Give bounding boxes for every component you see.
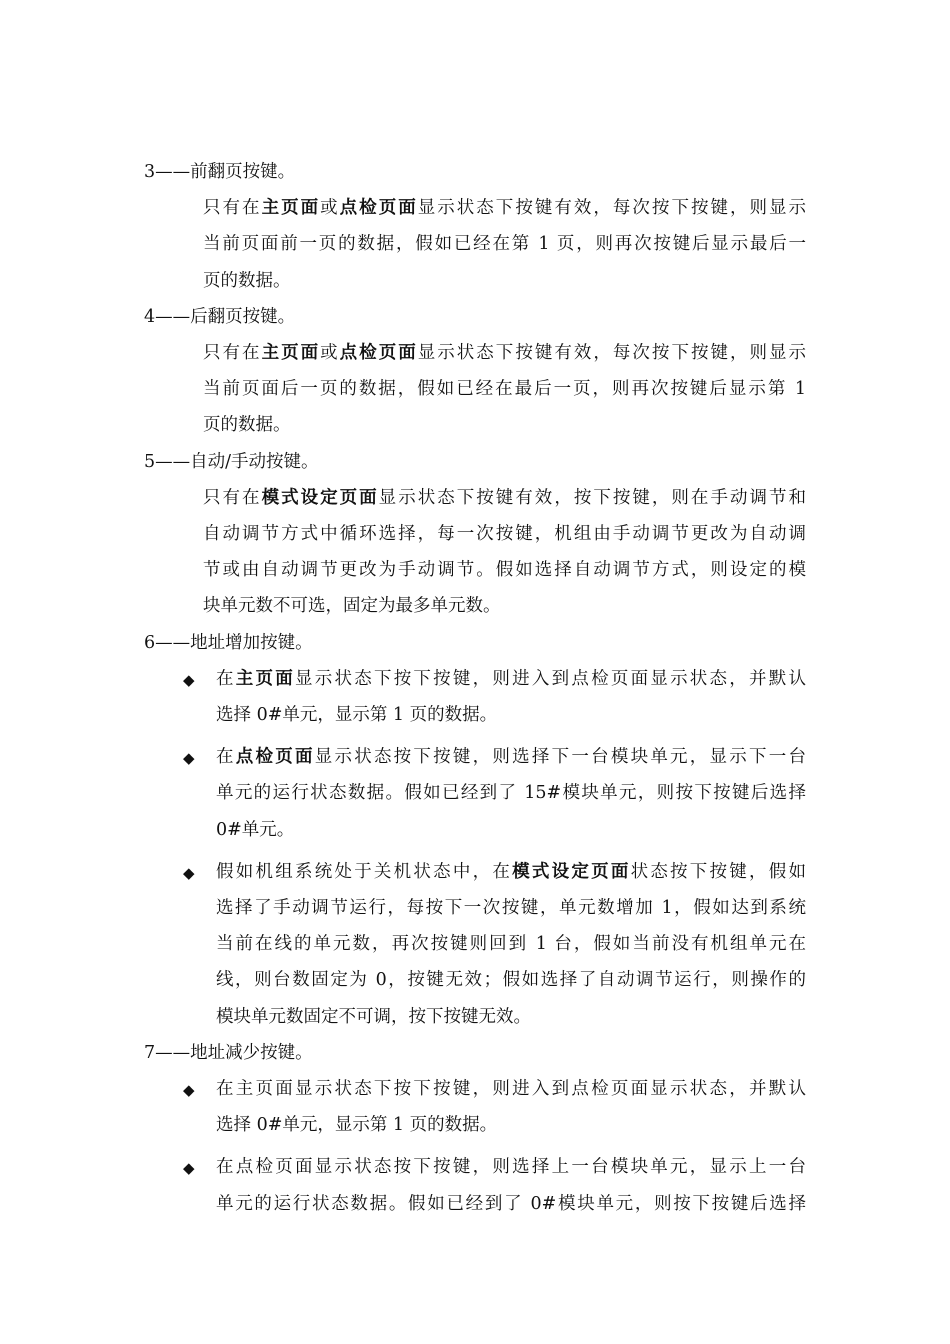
section-heading: 4——后翻页按键。	[144, 306, 296, 327]
bullet-line	[216, 1113, 497, 1137]
text-run: 在主页面显示状态下按下按键，则进入到点检页面显示状态，并默认	[216, 1079, 806, 1099]
bullet-line	[216, 703, 497, 727]
bullet-line	[216, 932, 806, 956]
bullet-line	[216, 1155, 806, 1179]
section-heading: 5——自动/手动按键。	[144, 451, 319, 472]
text-run: 选择了手动调节运行，每按下一次按键，单元数增加 1，假如达到系统	[216, 898, 806, 918]
diamond-bullet-icon: ◆	[183, 749, 195, 768]
diamond-bullet-icon: ◆	[183, 670, 195, 689]
paragraph-line	[203, 522, 806, 546]
bold-term: 模式设定页面	[512, 861, 631, 882]
text-run: 在点检页面显示状态按下按键，则选择上一台模块单元，显示上一台	[216, 1157, 806, 1178]
text-run: 显示状态下按下按键，则进入到点检页面显示状态，并默认	[294, 668, 807, 689]
section-heading: 6——地址增加按键。	[144, 632, 313, 653]
text-run: 节或由自动调节更改为手动调节。假如选择自动调节方式，则设定的模	[203, 560, 806, 581]
text-run: 显示状态下按键有效，按下按键，则在手动调节和	[378, 487, 807, 508]
bold-term: 点检页面	[339, 198, 418, 219]
text-run: 单元的运行状态数据。假如已经到了 0#模块单元，则按下按键后选择	[216, 1193, 806, 1214]
paragraph-line	[203, 269, 291, 293]
text-run: 当前在线的单元数，再次按键则回到 1 台，假如当前没有机组单元在	[216, 934, 806, 955]
bold-term: 主页面	[235, 668, 295, 689]
paragraph-line	[203, 413, 291, 437]
bold-term: 主页面	[261, 343, 321, 363]
diamond-bullet-icon: ◆	[183, 1081, 195, 1099]
paragraph-line	[203, 196, 806, 220]
text-run: 块单元数不可选，固定为最多单元数。	[203, 596, 501, 617]
diamond-bullet-icon: ◆	[183, 1159, 195, 1178]
text-run: 只有在	[203, 487, 262, 508]
text-run: 显示状态按下按键，则选择下一台模块单元，显示下一台	[314, 747, 807, 768]
diamond-bullet-icon: ◆	[183, 863, 195, 882]
text-run: 状态按下按键，假如	[630, 861, 807, 882]
text-run: 在	[216, 747, 236, 768]
paragraph-line	[203, 232, 806, 256]
paragraph-line	[203, 377, 806, 401]
text-run: 页的数据。	[203, 270, 291, 291]
text-run: 显示状态下按键有效，每次按下按键，则显示	[417, 343, 807, 363]
section-heading: 3——前翻页按键。	[144, 162, 296, 182]
section-heading: 7——地址减少按键。	[144, 1042, 313, 1063]
text-run: 显示状态下按键有效，每次按下按键，则显示	[417, 198, 807, 219]
text-run: 或	[320, 198, 340, 219]
bullet-line	[216, 818, 294, 842]
bold-term: 点检页面	[339, 343, 418, 363]
paragraph-line	[203, 486, 806, 510]
paragraph-line	[203, 558, 806, 582]
bullet-line	[216, 781, 806, 805]
text-run: 单元的运行状态数据。假如已经到了 15#模块单元，则按下按键后选择	[216, 783, 806, 804]
text-run: 选择 0#单元，显示第 1 页的数据。	[216, 705, 498, 725]
text-run: 在	[216, 668, 236, 689]
text-run: 当前页面后一页的数据，假如已经在最后一页，则再次按键后显示第 1	[203, 379, 806, 400]
bold-term: 主页面	[261, 198, 321, 219]
text-run: 0#单元。	[216, 819, 295, 840]
paragraph-line	[203, 341, 806, 365]
bullet-line	[216, 860, 806, 884]
text-run: 选择 0#单元，显示第 1 页的数据。	[216, 1115, 498, 1136]
bullet-line	[216, 1005, 531, 1029]
bold-term: 模式设定页面	[261, 487, 379, 508]
text-run: 或	[320, 343, 340, 363]
text-run: 只有在	[203, 343, 262, 363]
bullet-line	[216, 968, 806, 992]
bullet-line	[216, 1192, 806, 1216]
bullet-line	[216, 745, 806, 769]
bullet-line	[216, 667, 806, 691]
text-run: 模块单元数固定不可调，按下按键无效。	[216, 1006, 531, 1027]
bold-term: 点检页面	[235, 747, 315, 768]
text-run: 当前页面前一页的数据，假如已经在第 1 页，则再次按键后显示最后一	[203, 234, 806, 255]
text-run: 页的数据。	[203, 415, 291, 436]
bullet-line	[216, 896, 806, 920]
bullet-line	[216, 1077, 806, 1101]
text-run: 假如机组系统处于关机状态中，在	[216, 861, 513, 882]
text-run: 自动调节方式中循环选择，每一次按键，机组由手动调节更改为自动调	[203, 524, 806, 544]
text-run: 只有在	[203, 198, 262, 219]
text-run: 线，则台数固定为 0，按键无效；假如选择了自动调节运行，则操作的	[216, 970, 806, 991]
paragraph-line	[203, 594, 501, 618]
